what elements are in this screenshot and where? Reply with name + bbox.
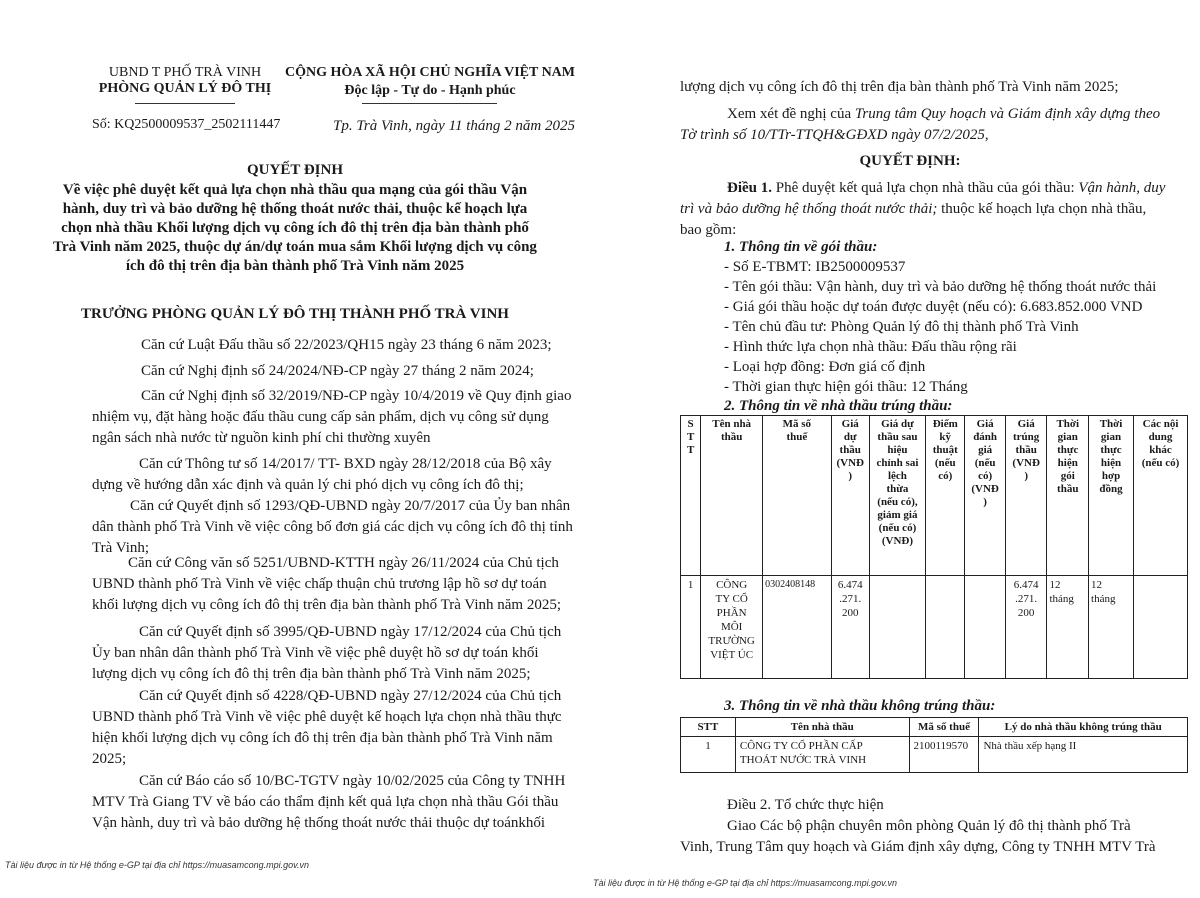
col-header-package-duration — [1047, 416, 1089, 576]
basis-decision-1293 — [92, 496, 573, 559]
article-text: bao gồm: — [680, 222, 737, 238]
continuation-text: lượng dịch vụ công ích đô thị trên địa bàn thành phố Trà Vinh năm 2025; — [680, 79, 1119, 95]
table-row — [681, 737, 1188, 773]
header-text: dung — [1148, 431, 1173, 443]
col-header-tax-code — [763, 416, 832, 576]
col-header-tax-code: Mã số thuế — [909, 718, 979, 737]
cell-text: 6.474 — [1013, 579, 1039, 591]
basis-line: Căn cứ Nghị định số 24/2024/NĐ-CP ngày 27 tháng 2 năm 2024; — [141, 363, 534, 379]
header-text: thực — [1100, 444, 1122, 456]
cell-text: 200 — [1017, 607, 1035, 619]
cell-text: PHẦN — [716, 607, 747, 619]
cell-contract-duration — [1089, 576, 1134, 679]
nation-title: CỘNG HÒA XÃ HỘI CHỦ NGHĨA VIỆT NAM — [284, 65, 575, 80]
header-text: Các nội — [1142, 418, 1179, 430]
header-text: (nếu có) — [1141, 457, 1180, 469]
cell-reason: Nhà thầu xếp hạng II — [979, 737, 1188, 773]
issuing-authority: TRƯỞNG PHÒNG QUẢN LÝ ĐÔ THỊ THÀNH PHỐ TRÀ VINH — [81, 306, 509, 322]
cell-tax-code: 2100119570 — [909, 737, 979, 773]
cell-adjusted-price — [869, 576, 925, 679]
header-text: giá — [978, 444, 993, 456]
continuation-line — [680, 77, 1119, 98]
consider-italic-text: Trung tâm Quy hoạch và Giám định xây dựng theo — [854, 106, 1161, 122]
basis-line: hiện khối lượng dịch vụ công ích đô thị trên địa bàn thành phố Trà Vinh năm — [92, 730, 553, 746]
cell-text: VIỆT ÚC — [710, 649, 754, 661]
nation-motto: Độc lập - Tự do - Hạnh phúc — [344, 83, 516, 98]
package-info-item: - Loại hợp đồng: Đơn giá cố định — [724, 359, 926, 375]
header-text: hiệu — [887, 444, 908, 456]
cell-bidder-name — [735, 737, 909, 773]
col-header-bidder-name — [701, 416, 763, 576]
agency-name: UBND T PHỐ TRÀ VINH — [108, 65, 262, 80]
consider-text: Xem xét đề nghị của — [727, 106, 855, 122]
header-text: gian — [1057, 431, 1078, 443]
section-2-title: 2. Thông tin về nhà thầu trúng thầu: — [724, 398, 953, 414]
cell-text: .271. — [1015, 593, 1038, 605]
cell-winning-price — [1005, 576, 1047, 679]
basis-line: UBND thành phố Trà Vinh về việc chấp thuận chủ trương lập hồ sơ dự toán — [92, 576, 547, 592]
header-text: dự — [843, 431, 857, 443]
header-text: Mã số — [782, 418, 812, 430]
article-1 — [680, 178, 1165, 241]
basis-circular-14 — [92, 454, 552, 496]
document-page-left — [0, 0, 590, 898]
header-text: lệch — [887, 470, 907, 482]
header-text: (nếu có) — [878, 522, 917, 534]
header-text: đánh — [973, 431, 998, 443]
header-text: Thời — [1056, 418, 1080, 430]
cell-bid-price — [831, 576, 869, 679]
basis-line: Căn cứ Thông tư số 14/2017/ TT- BXD ngày 28/12/2018 của Bộ xây — [139, 456, 552, 472]
cell-tech-score — [926, 576, 965, 679]
header-text: thầu — [720, 431, 743, 443]
header-text: ) — [1024, 470, 1028, 482]
basis-law — [141, 335, 552, 356]
loser-table-header-row — [681, 718, 1188, 737]
header-text: gian — [1100, 431, 1122, 443]
consider-italic-text: Tờ trình số 10/TTr-TTQH&GĐXD ngày 07/2/2025, — [680, 127, 989, 143]
basis-report-10 — [92, 771, 565, 834]
col-header-other — [1134, 416, 1188, 576]
header-text: Thời — [1099, 418, 1123, 430]
basis-line: Căn cứ Quyết định số 4228/QĐ-UBND ngày 27/12/2024 của Chủ tịch — [139, 688, 562, 704]
header-text: (VNĐ) — [881, 535, 914, 547]
package-info-item: - Số E-TBMT: IB2500009537 — [724, 259, 906, 275]
cell-text: 12 — [1049, 579, 1061, 591]
cell-text: tháng — [1091, 593, 1116, 605]
cell-text: TY CỔ — [715, 593, 748, 605]
subject-line: Trà Vinh năm 2025, thuộc dự án/dự toán mua sắm Khối lượng dịch vụ công — [53, 239, 537, 255]
basis-official-letter-5251 — [92, 553, 561, 616]
basis-decree-24 — [141, 361, 534, 382]
winner-table — [680, 415, 1188, 679]
basis-decision-3995 — [92, 622, 561, 685]
package-info-item: - Tên chủ đầu tư: Phòng Quản lý đô thị thành phố Trà Vinh — [724, 319, 1079, 335]
basis-line: Căn cứ Quyết định số 1293/QĐ-UBND ngày 20/7/2017 của Ủy ban nhân — [130, 498, 571, 514]
article-2 — [680, 795, 1156, 858]
cell-bidder-name — [701, 576, 763, 679]
package-info-item: - Giá gói thầu hoặc dự toán được duyệt (nếu có): 6.683.852.000 VND — [724, 299, 1143, 315]
cell-text: tháng — [1049, 593, 1074, 605]
basis-line: lượng dịch vụ công ích đô thị trên địa bàn thành phố Trà Vinh năm 2025; — [92, 666, 531, 682]
col-header-contract-duration — [1089, 416, 1134, 576]
basis-line: Căn cứ Luật Đấu thầu số 22/2023/QH15 ngày 23 tháng 6 năm 2023; — [141, 337, 552, 353]
basis-line: dân thành phố Trà Vinh về việc công bố đơn giá các dịch vụ công ích đô thị tỉnh — [92, 519, 573, 535]
basis-line: 2025; — [92, 751, 127, 767]
col-header-tech-score — [926, 416, 965, 576]
cell-stt: 1 — [681, 576, 701, 679]
header-text: Điểm — [932, 418, 958, 430]
subject-line: chọn nhà thầu Khối lượng dịch vụ công ích đô thị trên địa bàn thành phố — [61, 220, 529, 236]
cell-text: 200 — [841, 607, 859, 619]
divider-line — [362, 103, 497, 104]
basis-line: UBND thành phố Trà Vinh về việc phê duyệt kế hoạch lựa chọn nhà thầu thực — [92, 709, 562, 725]
article-italic-text: Vận hành, duy — [1078, 180, 1166, 196]
article-text: Phê duyệt kết quả lựa chọn nhà thầu của gói thầu: — [772, 180, 1079, 196]
cell-text: THOÁT NƯỚC TRÀ VINH — [739, 754, 867, 766]
subject-line: hành, duy trì và bảo dưỡng hệ thống thoát nước thải, thuộc kế hoạch lựa — [62, 201, 528, 217]
basis-line: Ủy ban nhân dân thành phố Trà Vinh về việc phê duyệt hồ sơ dự toán khối — [92, 645, 539, 661]
header-text: Giá dự — [881, 418, 914, 430]
col-header-stt: STT — [681, 718, 736, 737]
header-text: (nếu có), — [877, 496, 918, 508]
header-text: Tên nhà — [712, 418, 752, 430]
header-text: thuật — [932, 444, 958, 456]
header-text: Giá — [1017, 418, 1035, 430]
col-header-eval-price — [965, 416, 1005, 576]
loser-table — [680, 717, 1188, 773]
place-date: Tp. Trà Vinh, ngày 11 tháng 2 năm 2025 — [333, 118, 575, 134]
header-text: khác — [1149, 444, 1172, 456]
package-info-item: - Thời gian thực hiện gói thầu: 12 Tháng — [724, 379, 968, 395]
header-text: Giá — [976, 418, 994, 430]
header-text: thừa — [886, 483, 909, 495]
article-label: Điều 1. — [727, 180, 772, 196]
package-info-item: - Hình thức lựa chọn nhà thầu: Đấu thầu rộng rãi — [724, 339, 1017, 355]
basis-line: nhiệm vụ, đặt hàng hoặc đấu thầu cung cấp sản phẩm, dịch vụ công sử dụng — [92, 409, 549, 425]
section-3-title: 3. Thông tin về nhà thầu không trúng thầu: — [724, 698, 996, 714]
department-name: PHÒNG QUẢN LÝ ĐÔ THỊ — [98, 81, 272, 96]
cell-text: TRƯỜNG — [708, 635, 755, 647]
col-header-adjusted-price — [869, 416, 925, 576]
basis-line: Trà Vinh; — [92, 540, 150, 556]
col-header-bidder-name: Tên nhà thầu — [735, 718, 909, 737]
header-text: thực — [1057, 444, 1079, 456]
cell-text: CÔNG TY CỔ PHẦN CẤP — [739, 740, 863, 752]
basis-decree-32 — [92, 386, 571, 449]
header-text: kỹ — [939, 431, 952, 443]
article-text: Tổ chức thực hiện — [771, 797, 884, 813]
table-row — [681, 576, 1188, 679]
header-text: thầu — [1015, 444, 1037, 456]
basis-decision-4228 — [92, 686, 562, 770]
consideration-paragraph — [680, 104, 1160, 146]
cell-other — [1134, 576, 1188, 679]
basis-line: Căn cứ Quyết định số 3995/QĐ-UBND ngày 17/12/2024 của Chủ tịch — [139, 624, 562, 640]
col-header-bid-price — [831, 416, 869, 576]
section-1-title: 1. Thông tin về gói thầu: — [724, 239, 878, 255]
header-text: hiện — [1100, 457, 1122, 469]
cell-stt: 1 — [681, 737, 736, 773]
cell-text: CÔNG — [716, 579, 748, 591]
header-text: hợp — [1101, 470, 1121, 482]
header-text: có) — [938, 470, 953, 482]
cell-text: .271. — [839, 593, 862, 605]
basis-line: Căn cứ Báo cáo số 10/BC-TGTV ngày 10/02/2025 của Công ty TNHH — [139, 773, 566, 789]
page-footer: Tài liệu được in từ Hệ thống e-GP tại địa chỉ https://muasamcong.mpi.gov.vn — [593, 878, 897, 888]
header-text: hiện — [1057, 457, 1078, 469]
cell-text: 6.474 — [837, 579, 863, 591]
article-label: Điều 2. — [727, 797, 772, 813]
header-text: gói — [1060, 470, 1075, 482]
header-text: đồng — [1099, 483, 1123, 495]
article-text: thuộc kế hoạch lựa chọn nhà thầu, — [937, 201, 1147, 217]
header-text: (VNĐ — [971, 483, 999, 495]
cell-text: MÔI — [720, 621, 743, 633]
header-text: thầu — [1057, 483, 1079, 495]
article-text: Vinh, Trung Tâm quy hoạch và Giám định xây dựng, Công ty TNHH MTV Trà — [680, 839, 1156, 855]
header-text: thuế — [786, 431, 808, 443]
decision-title: QUYẾT ĐỊNH — [247, 162, 343, 178]
package-info-item: - Tên gói thầu: Vận hành, duy trì và bảo dưỡng hệ thống thoát nước thải — [724, 279, 1157, 295]
document-page-right — [590, 0, 1200, 898]
col-header-stt — [681, 416, 701, 576]
article-italic-text: trì và bảo dưỡng hệ thống thoát nước thải; — [680, 201, 938, 217]
header-text: (VNĐ — [836, 457, 864, 469]
header-text: chỉnh sai — [876, 457, 919, 469]
header-text: ) — [848, 470, 853, 482]
article-text: Giao Các bộ phận chuyên môn phòng Quản lý đô thị thành phố Trà — [727, 818, 1131, 834]
cell-package-duration — [1047, 576, 1089, 679]
cell-text: 12 — [1091, 579, 1103, 591]
col-header-reason: Lý do nhà thầu không trúng thầu — [979, 718, 1188, 737]
header-text: Giá — [841, 418, 859, 430]
page-footer: Tài liệu được in từ Hệ thống e-GP tại địa chỉ https://muasamcong.mpi.gov.vn — [5, 860, 309, 870]
header-text: (nếu — [974, 457, 996, 469]
cell-tax-code: 0302408148 — [763, 576, 832, 679]
header-text: (nếu — [934, 457, 956, 469]
header-text: có) — [978, 470, 993, 482]
header-text: thầu sau — [877, 431, 918, 443]
package-info-list — [724, 257, 1156, 397]
header-text: (VNĐ — [1012, 457, 1040, 469]
col-header-winning-price — [1005, 416, 1047, 576]
basis-line: Căn cứ Công văn số 5251/UBND-KTTH ngày 26/11/2024 của Chủ tịch — [128, 555, 559, 571]
header-text: T — [686, 431, 695, 443]
basis-line: Căn cứ Nghị định số 32/2019/NĐ-CP ngày 10/4/2019 về Quy định giao — [141, 388, 572, 404]
basis-line: Vận hành, duy trì và bảo dưỡng hệ thống thoát nước thải thuộc dự toánkhối — [92, 815, 546, 831]
winner-table-header-row — [681, 416, 1188, 576]
header-text: trúng — [1013, 431, 1040, 443]
divider-line — [135, 103, 235, 104]
decision-heading: QUYẾT ĐỊNH: — [859, 153, 961, 169]
basis-line: khối lượng dịch vụ công ích đô thị trên địa bàn thành phố Trà Vinh năm 2025; — [92, 597, 562, 613]
header-text: ) — [983, 496, 987, 508]
header-text: S — [687, 418, 694, 430]
decision-subject — [0, 181, 590, 276]
header-text: T — [686, 444, 695, 456]
subject-line: ích đô thị trên địa bàn thành phố Trà Vinh năm 2025 — [125, 258, 465, 274]
subject-line: Về việc phê duyệt kết quả lựa chọn nhà thầu qua mạng của gói thầu Vận — [62, 182, 528, 198]
header-text: thầu — [839, 444, 861, 456]
basis-line: dựng về hướng dẫn xác định và quản lý chi phó dịch vụ công ích đô thị; — [92, 477, 524, 493]
header-text: giảm giá — [877, 509, 918, 521]
basis-line: ngân sách nhà nước từ nguồn kinh phí chi thường xuyên — [92, 430, 431, 446]
basis-line: MTV Trà Giang TV về báo cáo thẩm định kết quả lựa chọn nhà thầu Gói thầu — [92, 794, 559, 810]
document-number: Số: KQ2500009537_2502111447 — [92, 117, 281, 132]
cell-eval-price — [965, 576, 1005, 679]
